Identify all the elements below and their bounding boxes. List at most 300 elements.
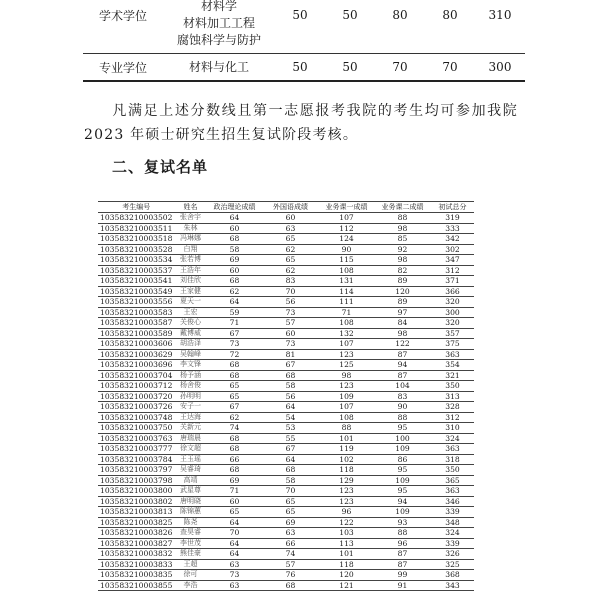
subject-one-score: 121	[318, 580, 374, 591]
section-heading: 二、复试名单	[112, 158, 209, 176]
candidate-id: 103583210003528	[100, 244, 173, 254]
major-list-academic	[163, 0, 275, 54]
candidate-id: 103583210003827	[100, 538, 173, 548]
subject-one-score: 123	[318, 486, 374, 497]
table-row	[98, 318, 474, 329]
table-row	[98, 444, 474, 455]
foreign-language-score: 68	[262, 370, 318, 381]
score-subject-two: 70	[425, 54, 475, 82]
table-row	[98, 297, 474, 308]
candidate-name: 徐文超	[174, 444, 206, 455]
column-header: 考生编号	[98, 202, 174, 213]
candidate-name: 王达海	[174, 412, 206, 423]
candidate-name: 夏天一	[174, 297, 206, 308]
politics-score: 63	[206, 559, 262, 570]
total-score: 375	[430, 339, 474, 350]
candidate-id: 103583210003826	[100, 528, 173, 538]
subject-one-score: 123	[318, 381, 374, 392]
politics-score: 73	[206, 339, 262, 350]
total-score: 326	[430, 549, 474, 560]
foreign-language-score: 65	[262, 507, 318, 518]
foreign-language-score: 70	[262, 486, 318, 497]
subject-one-score: 98	[318, 370, 374, 381]
subject-one-score: 107	[318, 339, 374, 350]
subject-two-score: 120	[374, 286, 430, 297]
politics-score: 64	[206, 538, 262, 549]
candidate-id: 103583210003825	[100, 517, 173, 527]
subject-two-score: 109	[374, 507, 430, 518]
table-row	[98, 360, 474, 371]
column-header: 政治理论成绩	[206, 202, 262, 213]
politics-score: 60	[206, 496, 262, 507]
score-politics: 50	[275, 54, 325, 82]
foreign-language-score: 67	[262, 444, 318, 455]
subject-one-score: 108	[318, 412, 374, 423]
foreign-language-score: 68	[262, 465, 318, 476]
foreign-language-score: 63	[262, 223, 318, 234]
politics-score: 62	[206, 286, 262, 297]
total-score: 324	[430, 528, 474, 539]
candidate-name: 杨予涵	[174, 370, 206, 381]
politics-score: 68	[206, 370, 262, 381]
score-foreign-language: 50	[342, 8, 358, 22]
politics-score: 65	[206, 507, 262, 518]
politics-score: 68	[206, 276, 262, 287]
table-row	[98, 507, 474, 518]
table-body	[98, 213, 474, 591]
subject-two-score: 93	[374, 517, 430, 528]
politics-score: 64	[206, 517, 262, 528]
candidate-id: 103583210003797	[100, 465, 173, 475]
score-subject-one: 80	[392, 8, 408, 22]
candidate-name: 戴博威	[174, 328, 206, 339]
candidate-name: 唐明晓	[174, 496, 206, 507]
total-score: 363	[430, 444, 474, 455]
table-row	[98, 223, 474, 234]
candidate-name: 王超	[174, 559, 206, 570]
subject-one-score: 118	[318, 465, 374, 476]
table-row	[98, 475, 474, 486]
candidate-id: 103583210003813	[100, 507, 173, 517]
subject-two-score: 86	[374, 454, 430, 465]
table-row	[98, 339, 474, 350]
subject-one-score: 129	[318, 475, 374, 486]
candidate-name: 刘佳欣	[174, 276, 206, 287]
subject-one-score: 101	[318, 433, 374, 444]
subject-one-score: 132	[318, 328, 374, 339]
candidate-name: 吴翰峰	[174, 349, 206, 360]
paragraph-text: 凡满足上述分数线且第一志愿报考我院的考生均可参加我院 2023 年硕士研究生招生复试阶段考核。	[84, 103, 518, 143]
politics-score: 68	[206, 465, 262, 476]
subject-two-score: 99	[374, 570, 430, 581]
subject-two-score: 87	[374, 559, 430, 570]
total-score: 350	[430, 465, 474, 476]
foreign-language-score: 57	[262, 318, 318, 329]
politics-score: 64	[206, 297, 262, 308]
politics-score: 69	[206, 475, 262, 486]
total-score: 312	[430, 412, 474, 423]
subject-two-score: 96	[374, 538, 430, 549]
subject-one-score: 107	[318, 213, 374, 224]
candidate-id: 103583210003537	[100, 265, 173, 275]
total-score: 363	[430, 349, 474, 360]
subject-one-score: 90	[318, 244, 374, 255]
subject-one-score: 124	[318, 234, 374, 245]
subject-two-score: 95	[374, 423, 430, 434]
politics-score: 72	[206, 349, 262, 360]
subject-two-score: 92	[374, 244, 430, 255]
politics-score: 67	[206, 402, 262, 413]
candidate-id: 103583210003704	[100, 370, 173, 380]
subject-one-score: 118	[318, 559, 374, 570]
total-score: 342	[430, 234, 474, 245]
candidate-name: 王浩年	[174, 265, 206, 276]
subject-two-score: 100	[374, 433, 430, 444]
score-line-row-academic	[83, 0, 525, 54]
total-score: 347	[430, 255, 474, 266]
candidate-name: 武星尊	[174, 486, 206, 497]
politics-score: 73	[206, 570, 262, 581]
foreign-language-score: 62	[262, 265, 318, 276]
candidate-name: 张若博	[174, 255, 206, 266]
candidate-id: 103583210003518	[100, 234, 173, 244]
table-row	[98, 549, 474, 560]
foreign-language-score: 70	[262, 286, 318, 297]
subject-one-score: 123	[318, 496, 374, 507]
foreign-language-score: 68	[262, 580, 318, 591]
foreign-language-score: 66	[262, 538, 318, 549]
politics-score: 69	[206, 255, 262, 266]
foreign-language-score: 60	[262, 213, 318, 224]
table-row	[98, 538, 474, 549]
candidate-name: 陈尧	[174, 517, 206, 528]
politics-score: 74	[206, 423, 262, 434]
candidate-name: 查昊睿	[174, 528, 206, 539]
degree-type-academic: 学术学位	[98, 8, 147, 23]
total-score: 371	[430, 276, 474, 287]
subject-one-score: 112	[318, 223, 374, 234]
foreign-language-score: 62	[262, 244, 318, 255]
foreign-language-score: 54	[262, 412, 318, 423]
politics-score: 67	[206, 328, 262, 339]
eligibility-paragraph	[84, 99, 518, 147]
candidate-id: 103583210003763	[100, 433, 173, 443]
score-line-table	[83, 0, 525, 82]
major-name: 材料加工工程	[182, 16, 255, 30]
candidate-id: 103583210003833	[100, 559, 173, 569]
foreign-language-score: 56	[262, 391, 318, 402]
foreign-language-score: 58	[262, 381, 318, 392]
total-score: 333	[430, 223, 474, 234]
candidate-name: 李文锋	[174, 360, 206, 371]
foreign-language-score: 63	[262, 528, 318, 539]
subject-two-score: 88	[374, 213, 430, 224]
candidate-name: 胡浩泽	[174, 339, 206, 350]
candidate-name: 李浩	[174, 580, 206, 591]
subject-one-score: 113	[318, 538, 374, 549]
candidate-id: 103583210003855	[100, 580, 173, 590]
total-score: 300	[430, 307, 474, 318]
degree-type-professional: 专业学位	[83, 54, 163, 82]
politics-score: 70	[206, 528, 262, 539]
score-politics: 50	[292, 8, 308, 22]
candidate-id: 103583210003629	[100, 349, 173, 359]
candidate-id: 103583210003802	[100, 496, 173, 506]
candidate-name: 孙明明	[174, 391, 206, 402]
subject-one-score: 119	[318, 444, 374, 455]
total-score: 320	[430, 318, 474, 329]
candidate-id: 103583210003750	[100, 423, 173, 433]
table-row	[98, 454, 474, 465]
total-score: 321	[430, 370, 474, 381]
candidate-id: 103583210003835	[100, 570, 173, 580]
foreign-language-score: 55	[262, 433, 318, 444]
total-score: 343	[430, 580, 474, 591]
foreign-language-score: 56	[262, 297, 318, 308]
subject-one-score: 71	[318, 307, 374, 318]
politics-score: 68	[206, 234, 262, 245]
subject-one-score: 120	[318, 570, 374, 581]
candidate-name: 关俊心	[174, 318, 206, 329]
candidate-id: 103583210003748	[100, 412, 173, 422]
table-row	[98, 580, 474, 591]
subject-one-score: 114	[318, 286, 374, 297]
table-row	[98, 349, 474, 360]
subject-one-score: 115	[318, 255, 374, 266]
subject-two-score: 88	[374, 412, 430, 423]
score-subject-two: 80	[442, 8, 458, 22]
retest-list-table	[98, 201, 474, 591]
table-row	[98, 213, 474, 224]
subject-two-score: 104	[374, 381, 430, 392]
subject-one-score: 88	[318, 423, 374, 434]
subject-two-score: 94	[374, 496, 430, 507]
total-score: 339	[430, 538, 474, 549]
foreign-language-score: 67	[262, 360, 318, 371]
table-row	[98, 465, 474, 476]
candidate-name: 朱林	[174, 223, 206, 234]
table-row	[98, 496, 474, 507]
politics-score: 68	[206, 433, 262, 444]
subject-two-score: 97	[374, 307, 430, 318]
subject-one-score: 103	[318, 528, 374, 539]
subject-two-score: 109	[374, 444, 430, 455]
total-score: 324	[430, 433, 474, 444]
politics-score: 58	[206, 244, 262, 255]
subject-one-score: 102	[318, 454, 374, 465]
subject-one-score: 108	[318, 265, 374, 276]
subject-one-score: 122	[318, 517, 374, 528]
foreign-language-score: 65	[262, 234, 318, 245]
total-score: 320	[430, 297, 474, 308]
score-subject-one: 70	[375, 54, 425, 82]
candidate-id: 103583210003541	[100, 276, 173, 286]
subject-two-score: 95	[374, 486, 430, 497]
total-score: 310	[430, 423, 474, 434]
subject-one-score: 109	[318, 391, 374, 402]
subject-two-score: 83	[374, 391, 430, 402]
candidate-id: 103583210003502	[100, 213, 173, 223]
table-row	[98, 307, 474, 318]
candidate-name: 王玉瑶	[174, 454, 206, 465]
foreign-language-score: 81	[262, 349, 318, 360]
candidate-id: 103583210003583	[100, 307, 173, 317]
subject-two-score: 89	[374, 276, 430, 287]
major-name: 材料学	[200, 0, 237, 13]
total-score: 368	[430, 570, 474, 581]
candidate-name: 王家健	[174, 286, 206, 297]
subject-two-score: 87	[374, 349, 430, 360]
column-header: 外国语成绩	[262, 202, 318, 213]
politics-score: 60	[206, 265, 262, 276]
politics-score: 68	[206, 360, 262, 371]
table-row	[98, 486, 474, 497]
table-row	[98, 286, 474, 297]
column-header: 业务课一成绩	[318, 202, 374, 213]
politics-score: 65	[206, 381, 262, 392]
politics-score: 65	[206, 391, 262, 402]
total-score: 350	[430, 381, 474, 392]
candidate-id: 103583210003800	[100, 486, 173, 496]
total-score: 357	[430, 328, 474, 339]
candidate-name: 熊佳豪	[174, 549, 206, 560]
politics-score: 71	[206, 486, 262, 497]
total-score: 346	[430, 496, 474, 507]
politics-score: 62	[206, 412, 262, 423]
table-row	[98, 528, 474, 539]
candidate-name: 白翔	[174, 244, 206, 255]
subject-two-score: 98	[374, 255, 430, 266]
candidate-id: 103583210003696	[100, 360, 173, 370]
foreign-language-score: 64	[262, 454, 318, 465]
candidate-name: 关新元	[174, 423, 206, 434]
subject-two-score: 95	[374, 465, 430, 476]
subject-two-score: 94	[374, 360, 430, 371]
subject-two-score: 84	[374, 318, 430, 329]
candidate-id: 103583210003549	[100, 286, 173, 296]
candidate-name: 王宏	[174, 307, 206, 318]
subject-two-score: 91	[374, 580, 430, 591]
candidate-id: 103583210003589	[100, 328, 173, 338]
candidate-id: 103583210003726	[100, 402, 173, 412]
candidate-id: 103583210003720	[100, 391, 173, 401]
table-row	[98, 276, 474, 287]
table-row	[98, 433, 474, 444]
subject-two-score: 122	[374, 339, 430, 350]
total-score: 312	[430, 265, 474, 276]
total-score: 366	[430, 286, 474, 297]
total-score: 319	[430, 213, 474, 224]
table-row	[98, 381, 474, 392]
total-score: 325	[430, 559, 474, 570]
foreign-language-score: 73	[262, 339, 318, 350]
table-row	[98, 328, 474, 339]
politics-score: 59	[206, 307, 262, 318]
total-score: 302	[430, 244, 474, 255]
table-row	[98, 402, 474, 413]
score-foreign-language: 50	[325, 54, 375, 82]
candidate-name: 唐瑞晨	[174, 433, 206, 444]
score-total: 300	[475, 54, 525, 82]
foreign-language-score: 76	[262, 570, 318, 581]
foreign-language-score: 65	[262, 496, 318, 507]
subject-one-score: 107	[318, 402, 374, 413]
foreign-language-score: 64	[262, 402, 318, 413]
total-score: 365	[430, 475, 474, 486]
table-row	[98, 391, 474, 402]
subject-two-score: 89	[374, 297, 430, 308]
candidate-id: 103583210003511	[100, 223, 173, 233]
subject-one-score: 101	[318, 549, 374, 560]
candidate-name: 冯琳娜	[174, 234, 206, 245]
foreign-language-score: 58	[262, 475, 318, 486]
politics-score: 68	[206, 444, 262, 455]
subject-two-score: 87	[374, 549, 430, 560]
table-row	[98, 412, 474, 423]
candidate-id: 103583210003798	[100, 475, 173, 485]
total-score: 313	[430, 391, 474, 402]
foreign-language-score: 53	[262, 423, 318, 434]
foreign-language-score: 73	[262, 307, 318, 318]
column-header: 初试总分	[430, 202, 474, 213]
total-score: 318	[430, 454, 474, 465]
foreign-language-score: 57	[262, 559, 318, 570]
subject-two-score: 98	[374, 223, 430, 234]
subject-one-score: 125	[318, 360, 374, 371]
total-score: 328	[430, 402, 474, 413]
table-row	[98, 244, 474, 255]
foreign-language-score: 83	[262, 276, 318, 287]
total-score: 354	[430, 360, 474, 371]
subject-one-score: 111	[318, 297, 374, 308]
total-score: 363	[430, 486, 474, 497]
subject-two-score: 82	[374, 265, 430, 276]
subject-two-score: 87	[374, 370, 430, 381]
subject-one-score: 131	[318, 276, 374, 287]
candidate-name: 李世茂	[174, 538, 206, 549]
table-row	[98, 517, 474, 528]
table-row	[98, 370, 474, 381]
table-row	[98, 265, 474, 276]
candidate-id: 103583210003832	[100, 549, 173, 559]
subject-two-score: 85	[374, 234, 430, 245]
major-name: 材料与化工	[163, 54, 275, 82]
table-row	[98, 570, 474, 581]
subject-one-score: 123	[318, 349, 374, 360]
politics-score: 66	[206, 454, 262, 465]
candidate-name: 安子一	[174, 402, 206, 413]
candidate-id: 103583210003777	[100, 444, 173, 454]
candidate-name: 杨舍俊	[174, 381, 206, 392]
major-name: 腐蚀科学与防护	[176, 33, 261, 47]
table-row	[98, 559, 474, 570]
candidate-name: 陈锦蕙	[174, 507, 206, 518]
candidate-id: 103583210003587	[100, 318, 173, 328]
total-score: 339	[430, 507, 474, 518]
candidate-name: 高靖	[174, 475, 206, 486]
subject-two-score: 98	[374, 328, 430, 339]
subject-two-score: 90	[374, 402, 430, 413]
politics-score: 63	[206, 580, 262, 591]
table-header-row	[98, 202, 474, 213]
candidate-id: 103583210003712	[100, 381, 173, 391]
column-header: 姓名	[174, 202, 206, 213]
subject-one-score: 96	[318, 507, 374, 518]
politics-score: 71	[206, 318, 262, 329]
score-line-row-professional	[83, 54, 525, 82]
foreign-language-score: 74	[262, 549, 318, 560]
total-score: 348	[430, 517, 474, 528]
